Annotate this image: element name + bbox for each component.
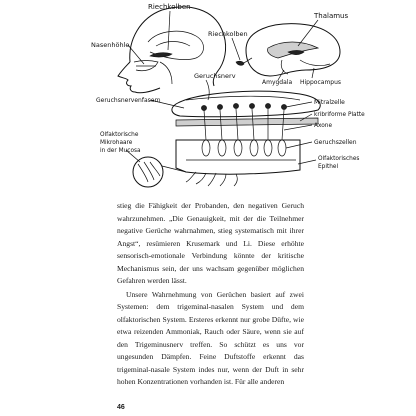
paragraph-2: Unsere Wahrnehmung von Gerüchen basiert auf zwei Systemen: dem trigeminal-nasalen System und dem olfaktorischen System. Ersteres erkennt nur grobe Düfte, wie etwa reizenden Ammoniak, Rauch oder Säure, wenn sie auf den Trigeminusnerv treffen. So schützt es uns vor ungesunden Dämpfen. Feine Duftstoffe erkennt das trigeminal-nasale System indes nur, wenn der Duft in sehr hohen Konzentrationen vorhanden ist. Für alle anderen [117,289,304,386]
body-text [117,200,304,389]
brain-drawing [236,24,340,76]
page-number: 46 [117,404,125,411]
olfactory-cross-section-drawing [172,80,320,186]
label-olfaktorisches-epithel: Olfaktorisches Epithel [318,156,360,170]
label-mitralzelle: Mitralzelle [314,99,345,106]
label-riechkolben-head: Riechkolben [148,3,191,11]
olfactory-system-illustration [0,0,416,196]
label-geruchszellen: Geruchszellen [314,139,357,146]
label-geruchsnervenfasern: Geruchsnervenfasern [96,97,161,104]
paragraph-1: stieg die Fähigkeit der Probanden, den negativen Geruch wahrzunehmen. „Die Genauigkeit, mit der die Teilnehmer negative Gerüche wahrnahmen, stieg systematisch mit ihrer Angst“, resümieren Krusemark und Li. Diese erhöhte sensorisch-emotionale Verbindung könnte der kritische Mechanismus sein, der uns wachsam gegenüber möglichen Gefahren werden lässt. [117,201,304,285]
label-olfaktorische-mikrohaare: Olfaktorische Mikrohaare in der Mucosa [100,132,141,154]
label-amygdala: Amygdala [262,79,293,86]
label-geruchsnerv: Geruchsnerv [194,72,236,80]
microhairs-inset-drawing [133,157,186,187]
label-riechkolben-brain: Riechkolben [208,30,248,38]
label-hippocampus: Hippocampus [300,79,342,86]
label-axone: Axone [314,123,333,129]
label-kribriforme-platte: kribriforme Platte [314,112,365,118]
label-thalamus: Thalamus [314,12,349,20]
label-nasenhoehle: Nasenhöhle [91,41,130,49]
